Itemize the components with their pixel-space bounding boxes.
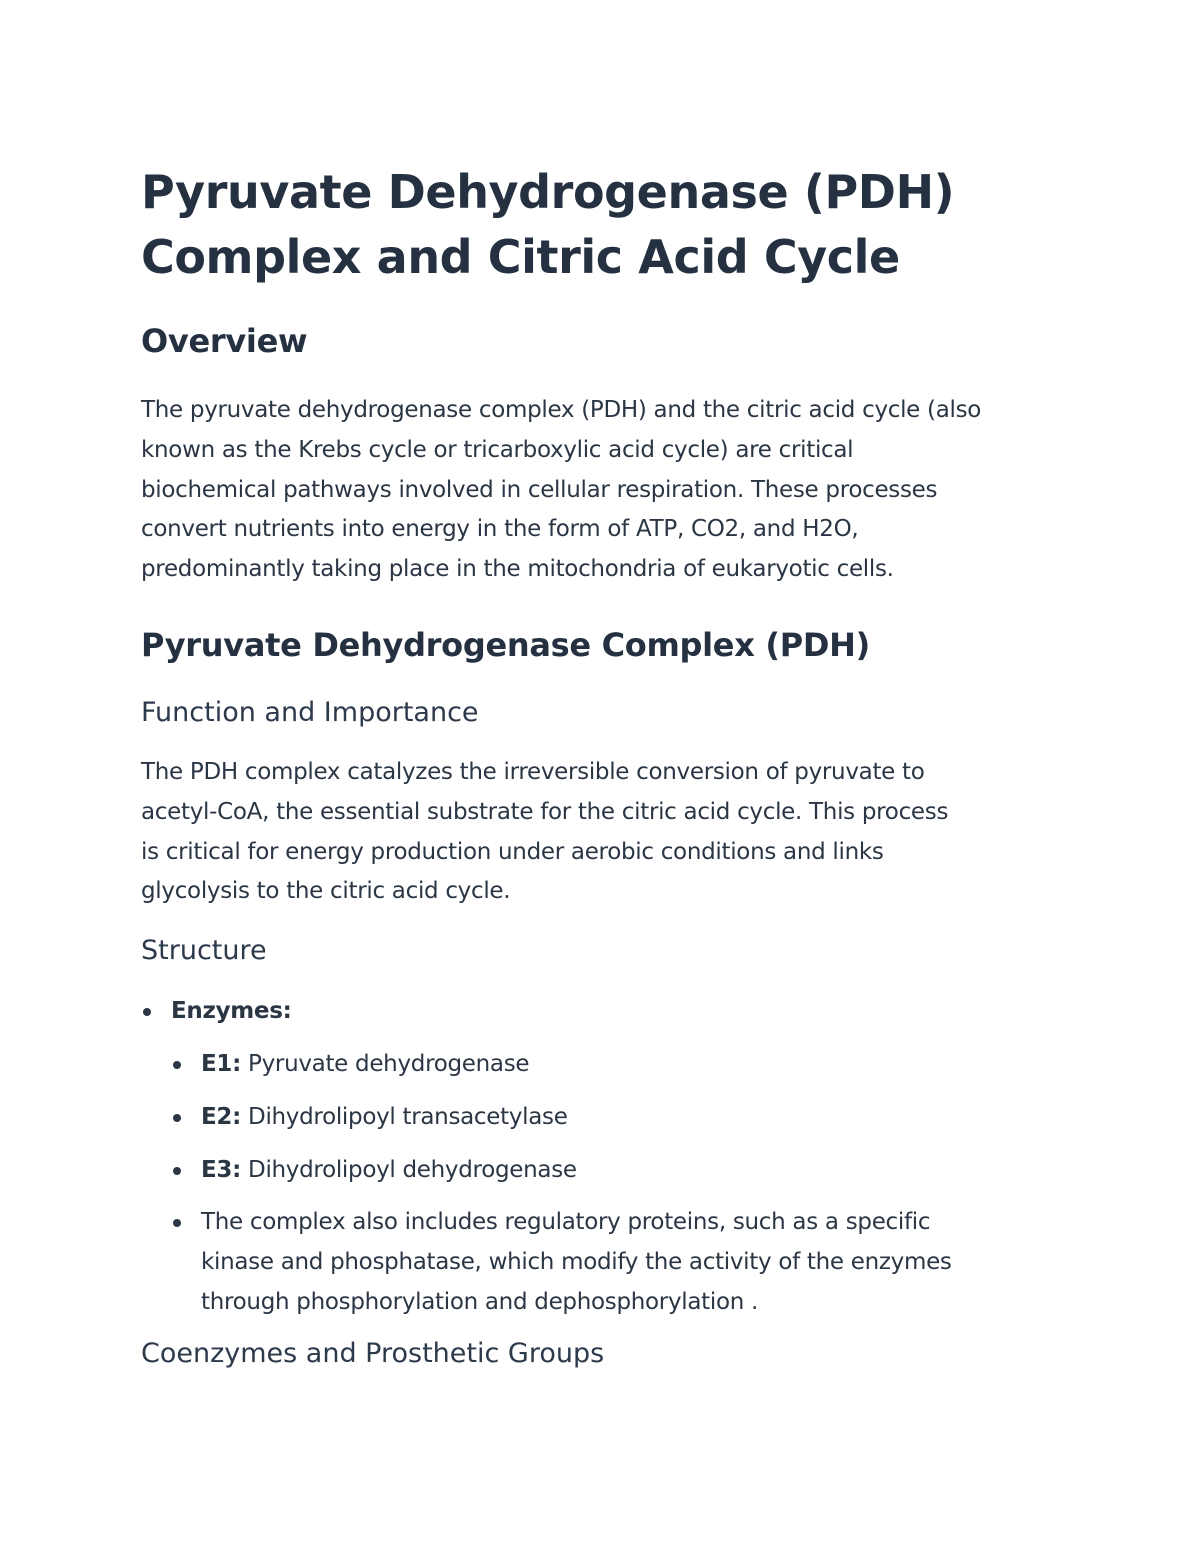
- function-line: acetyl-CoA, the essential substrate for the citric acid cycle. This process: [141, 798, 949, 825]
- enzyme-name: Dihydrolipoyl dehydrogenase: [248, 1156, 577, 1183]
- overview-line: biochemical pathways involved in cellular respiration. These processes: [141, 476, 938, 503]
- list-item: [171, 1045, 1071, 1085]
- list-item-enzymes: [141, 992, 1071, 1323]
- list-item: [171, 1151, 1071, 1191]
- enzyme-label: E1:: [201, 1050, 242, 1077]
- overview-line: known as the Krebs cycle or tricarboxylic acid cycle) are critical: [141, 436, 854, 463]
- title-line-1: Pyruvate Dehydrogenase (PDH): [141, 165, 955, 219]
- enzyme-label: E3:: [201, 1156, 242, 1183]
- function-line: The PDH complex catalyzes the irreversible conversion of pyruvate to: [141, 758, 925, 785]
- note-line: The complex also includes regulatory proteins, such as a specific: [201, 1209, 931, 1236]
- document-title: [141, 160, 1071, 290]
- overview-heading: Overview: [141, 322, 308, 360]
- function-heading: Function and Importance: [141, 696, 479, 728]
- coenzymes-heading: Coenzymes and Prosthetic Groups: [141, 1337, 605, 1369]
- enzyme-name: Pyruvate dehydrogenase: [248, 1050, 530, 1077]
- document-content: [141, 160, 1071, 1372]
- function-line: glycolysis to the citric acid cycle.: [141, 878, 511, 905]
- overview-line: convert nutrients into energy in the form of ATP, CO2, and H2O,: [141, 516, 859, 543]
- enzymes-label: Enzymes:: [171, 998, 292, 1025]
- structure-list: [141, 992, 1071, 1323]
- structure-heading: Structure: [141, 935, 267, 967]
- enzyme-label: E2:: [201, 1103, 242, 1130]
- function-paragraph: [141, 753, 1071, 912]
- list-item: [171, 1098, 1071, 1138]
- pdh-heading: Pyruvate Dehydrogenase Complex (PDH): [141, 625, 870, 664]
- overview-paragraph: [141, 391, 1071, 590]
- list-item: [171, 1203, 1071, 1322]
- function-line: is critical for energy production under aerobic conditions and links: [141, 838, 884, 865]
- note-line: kinase and phosphatase, which modify the activity of the enzymes: [201, 1249, 952, 1276]
- title-line-2: Complex and Citric Acid Cycle: [141, 230, 900, 284]
- overview-line: The pyruvate dehydrogenase complex (PDH) and the citric acid cycle (also: [141, 397, 982, 423]
- overview-line: predominantly taking place in the mitochondria of eukaryotic cells.: [141, 556, 894, 583]
- enzyme-name: Dihydrolipoyl transacetylase: [248, 1103, 568, 1130]
- enzyme-sublist: [171, 1045, 1071, 1323]
- note-line: through phosphorylation and dephosphorylation .: [201, 1288, 759, 1315]
